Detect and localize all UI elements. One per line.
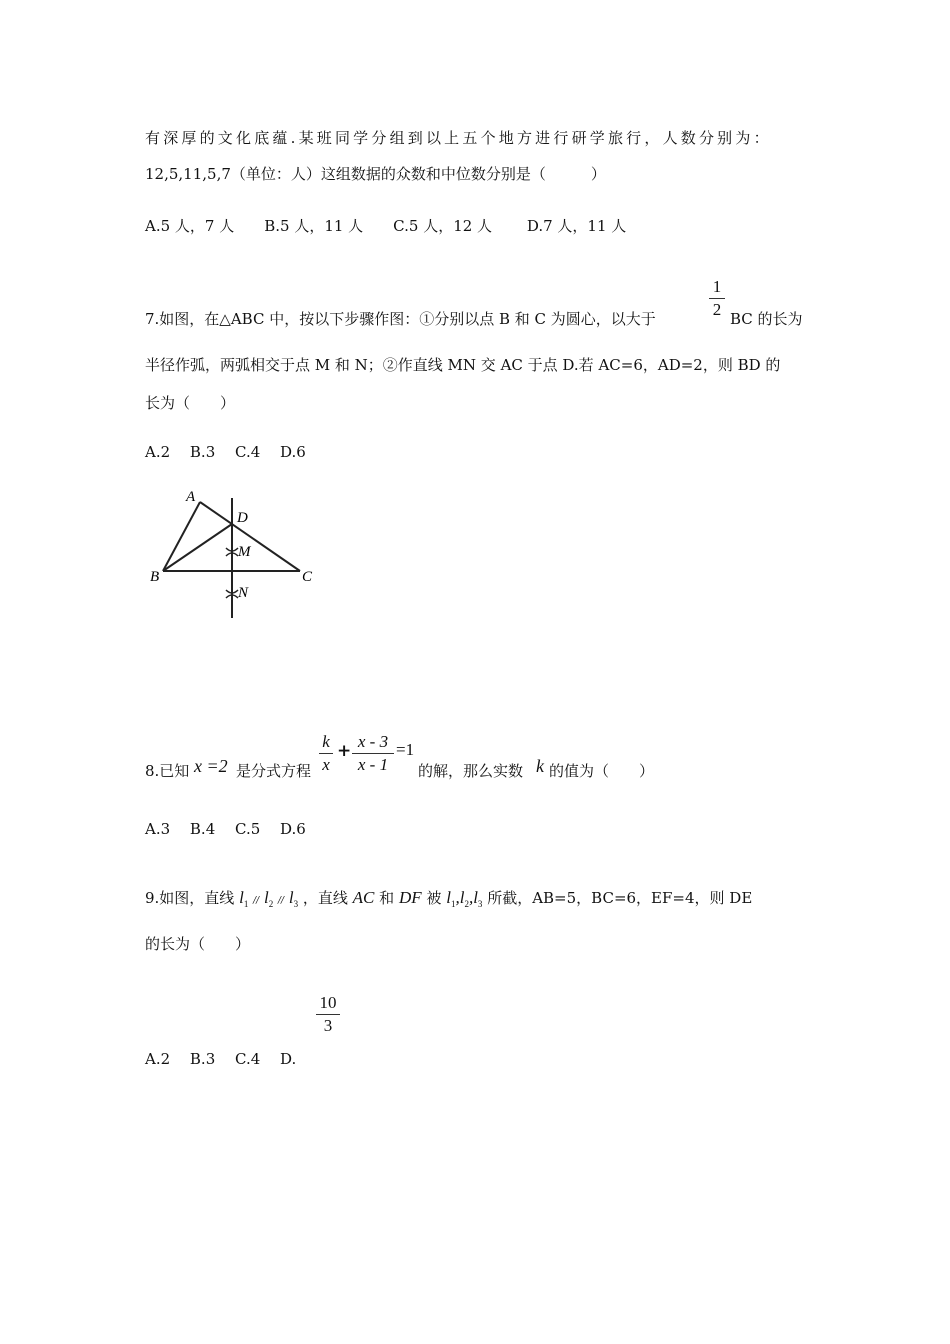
q7-line1-b: BC 的长为 bbox=[730, 310, 803, 328]
q9-l1b-letter: l bbox=[446, 888, 451, 907]
q6-options: A.5 人，7 人 B.5 人，11 人 C.5 人，12 人 D.7 人，11 人 bbox=[145, 217, 627, 235]
segment-ab bbox=[163, 502, 200, 571]
q7-triangle-figure bbox=[140, 486, 330, 621]
q9-l1 bbox=[239, 888, 248, 907]
label-m: M bbox=[238, 544, 251, 560]
q9-l3-sub: 3 bbox=[293, 899, 299, 909]
q8-plus: + bbox=[337, 741, 352, 761]
q7-line2: 半径作弧，两弧相交于点 M 和 N；②作直线 MN 交 AC 于点 D.若 AC=6，AD=2，则 BD 的 bbox=[145, 356, 781, 374]
q9-line1 bbox=[145, 888, 752, 914]
q8-var-k: k bbox=[536, 756, 544, 776]
q9-l1-sub: 1 bbox=[243, 899, 249, 909]
q8-frac2-num: x - 3 bbox=[357, 732, 389, 751]
q9-df: DF bbox=[398, 888, 422, 907]
q9-option-d-fraction bbox=[316, 993, 340, 1036]
q9-prefix: 9.如图，直线 bbox=[145, 889, 235, 907]
q9-l2 bbox=[264, 888, 273, 907]
q9-l1-b bbox=[446, 888, 482, 907]
q8-frac1-num: k bbox=[322, 732, 330, 751]
q9-parallel-1: // bbox=[253, 896, 260, 906]
q6-line1: 有深厚的文化底蕴.某班同学分组到以上五个地方进行研学旅行，人数分别为： bbox=[145, 129, 772, 147]
q9-bei: 被 bbox=[426, 889, 442, 907]
q9-l3b-sub: 3 bbox=[477, 899, 483, 909]
q7-frac-num: 1 bbox=[712, 277, 722, 296]
q8-rhs: =1 bbox=[396, 740, 415, 759]
q8-frac1-den: x bbox=[322, 755, 330, 774]
q7-frac-bar bbox=[709, 298, 725, 299]
q9-frac-bar bbox=[316, 1014, 340, 1015]
q9-l3b-letter: l bbox=[473, 888, 478, 907]
q9-l1-letter: l bbox=[239, 888, 244, 907]
q9-l2b-letter: l bbox=[459, 888, 465, 907]
label-b: B bbox=[150, 569, 160, 585]
q9-middle: ，直线 bbox=[302, 889, 348, 907]
segment-bd bbox=[163, 524, 232, 571]
q8-fraction-2 bbox=[352, 732, 394, 775]
label-n: N bbox=[238, 585, 249, 601]
q9-frac-num: 10 bbox=[319, 993, 337, 1012]
q8-fraction-k-over-x bbox=[319, 732, 333, 775]
q7-options: A.2 B.3 C.4 D.6 bbox=[145, 443, 306, 461]
q8-frac2-den: x - 1 bbox=[357, 755, 389, 774]
q9-frac-den: 3 bbox=[323, 1016, 333, 1035]
q7-half-fraction bbox=[709, 277, 725, 320]
q6-line2: 12,5,11,5,7（单位：人）这组数据的众数和中位数分别是（ ） bbox=[145, 165, 606, 183]
q8-prefix: 8.已知 bbox=[145, 762, 190, 780]
q7-line1-a: 7.如图，在△ABC 中，按以下步骤作图：①分别以点 B 和 C 为圆心，以大于 bbox=[145, 310, 656, 328]
q9-comma-1: , bbox=[455, 888, 460, 907]
label-c: C bbox=[302, 569, 313, 585]
label-d: D bbox=[237, 510, 248, 526]
q9-l1b-sub: 1 bbox=[450, 899, 456, 909]
q9-line2: 的长为（ ） bbox=[145, 935, 251, 953]
q8-suffix1: 的解，那么实数 bbox=[418, 762, 524, 780]
q9-l3-letter: l bbox=[288, 888, 294, 907]
q9-suffix: 所截，AB=5，BC=6，EF=4，则 DE bbox=[487, 889, 753, 907]
q9-l2-sub: 2 bbox=[268, 899, 274, 909]
q7-frac-den: 2 bbox=[712, 300, 722, 319]
q9-parallel-2: // bbox=[277, 896, 285, 906]
q9-l2-letter: l bbox=[263, 888, 269, 907]
q9-options: A.2 B.3 C.4 D. bbox=[145, 1050, 297, 1068]
q9-comma-2: , bbox=[468, 888, 474, 907]
q8-options: A.3 B.4 C.5 D.6 bbox=[145, 820, 306, 838]
q8-frac1-bar bbox=[319, 753, 333, 754]
q9-l3 bbox=[289, 888, 298, 907]
q8-middle: 是分式方程 bbox=[236, 762, 312, 780]
q9-he: 和 bbox=[379, 889, 395, 907]
q8-given: x =2 bbox=[194, 756, 228, 776]
q9-l2b-sub: 2 bbox=[464, 899, 469, 909]
label-a: A bbox=[186, 489, 196, 505]
q7-line3: 长为（ ） bbox=[145, 394, 236, 412]
q9-ac: AC bbox=[352, 888, 375, 907]
q8-frac2-bar bbox=[352, 753, 394, 754]
q8-suffix2: 的值为（ ） bbox=[549, 762, 655, 780]
